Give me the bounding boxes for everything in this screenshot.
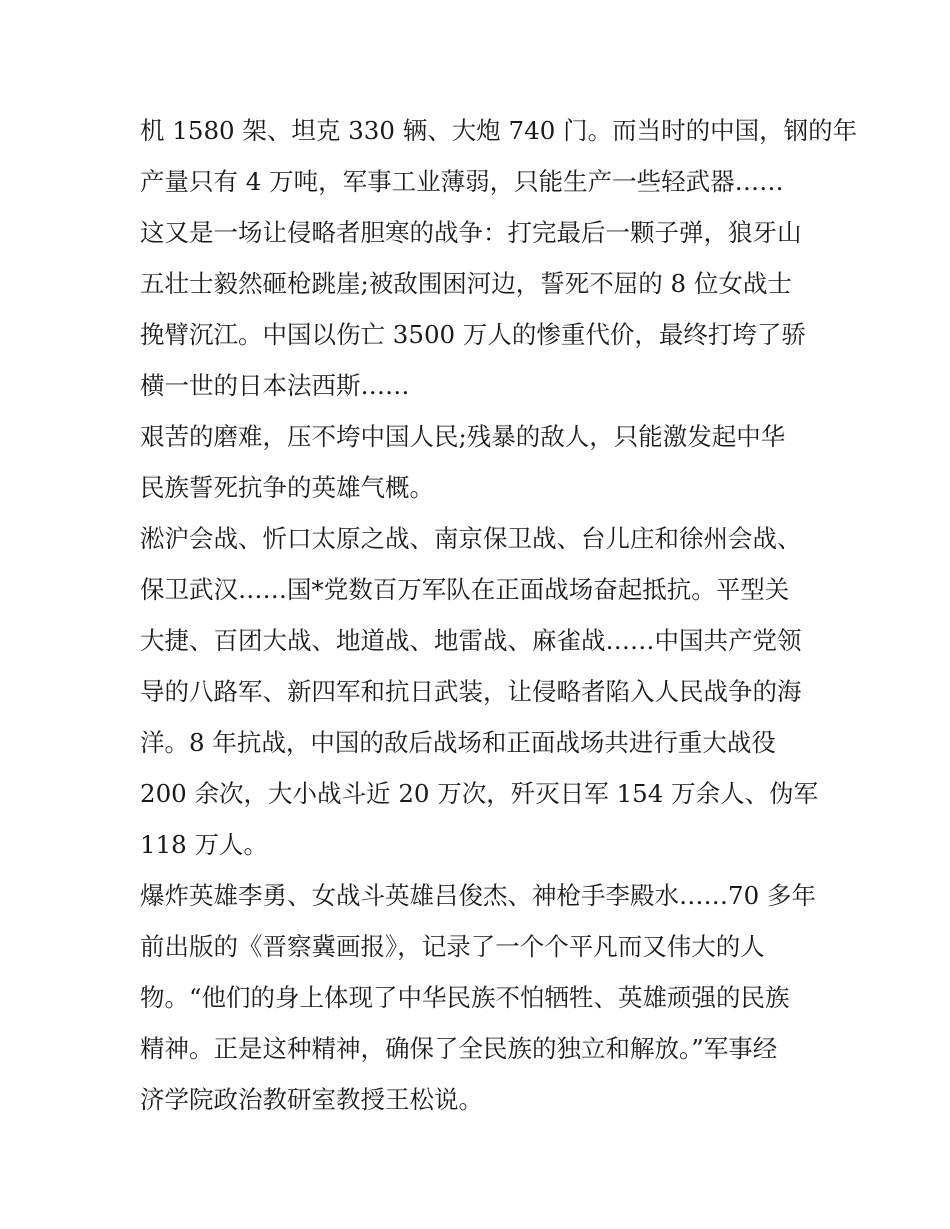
text-line: 民族誓死抗争的英雄气概。	[140, 473, 434, 502]
text-line: 这又是一场让侵略者胆寒的战争：打完最后一颗子弹，狼牙山	[140, 218, 802, 247]
text-line: 横一世的日本法西斯……	[140, 371, 410, 400]
document-body	[140, 105, 858, 1125]
text-line: 爆炸英雄李勇、女战斗英雄吕俊杰、神枪手李殿水……70 多年	[140, 881, 816, 910]
text-line: 五壮士毅然砸枪跳崖;被敌围困河边，誓死不屈的 8 位女战士	[140, 269, 792, 298]
text-line: 200 余次，大小战斗近 20 万次，歼灭日军 154 万余人、伪军	[140, 779, 819, 808]
text-line: 淞沪会战、忻口太原之战、南京保卫战、台儿庄和徐州会战、	[140, 524, 802, 553]
text-line: 118 万人。	[140, 830, 269, 859]
text-line: 产量只有 4 万吨，军事工业薄弱，只能生产一些轻武器……	[140, 167, 784, 196]
text-line: 艰苦的磨难，压不垮中国人民;残暴的敌人，只能激发起中华	[140, 422, 786, 451]
text-line: 济学院政治教研室教授王松说。	[140, 1085, 483, 1114]
text-line: 精神。正是这种精神，确保了全民族的独立和解放。”军事经	[140, 1034, 778, 1063]
text-line: 导的八路军、新四军和抗日武装，让侵略者陷入人民战争的海	[140, 677, 802, 706]
text-line: 机 1580 架、坦克 330 辆、大炮 740 门。而当时的中国，钢的年	[140, 116, 858, 145]
text-line: 洋。8 年抗战，中国的敌后战场和正面战场共进行重大战役	[140, 728, 776, 757]
text-line: 前出版的《晋察冀画报》，记录了一个个平凡而又伟大的人	[140, 932, 765, 961]
text-line: 物。“他们的身上体现了中华民族不怕牺牲、英雄顽强的民族	[140, 983, 790, 1012]
text-line: 大捷、百团大战、地道战、地雷战、麻雀战……中国共产党领	[140, 626, 802, 655]
text-line: 保卫武汉……国*党数百万军队在正面战场奋起抵抗。平型关	[140, 575, 790, 604]
text-line: 挽臂沉江。中国以伤亡 3500 万人的惨重代价，最终打垮了骄	[140, 320, 806, 349]
